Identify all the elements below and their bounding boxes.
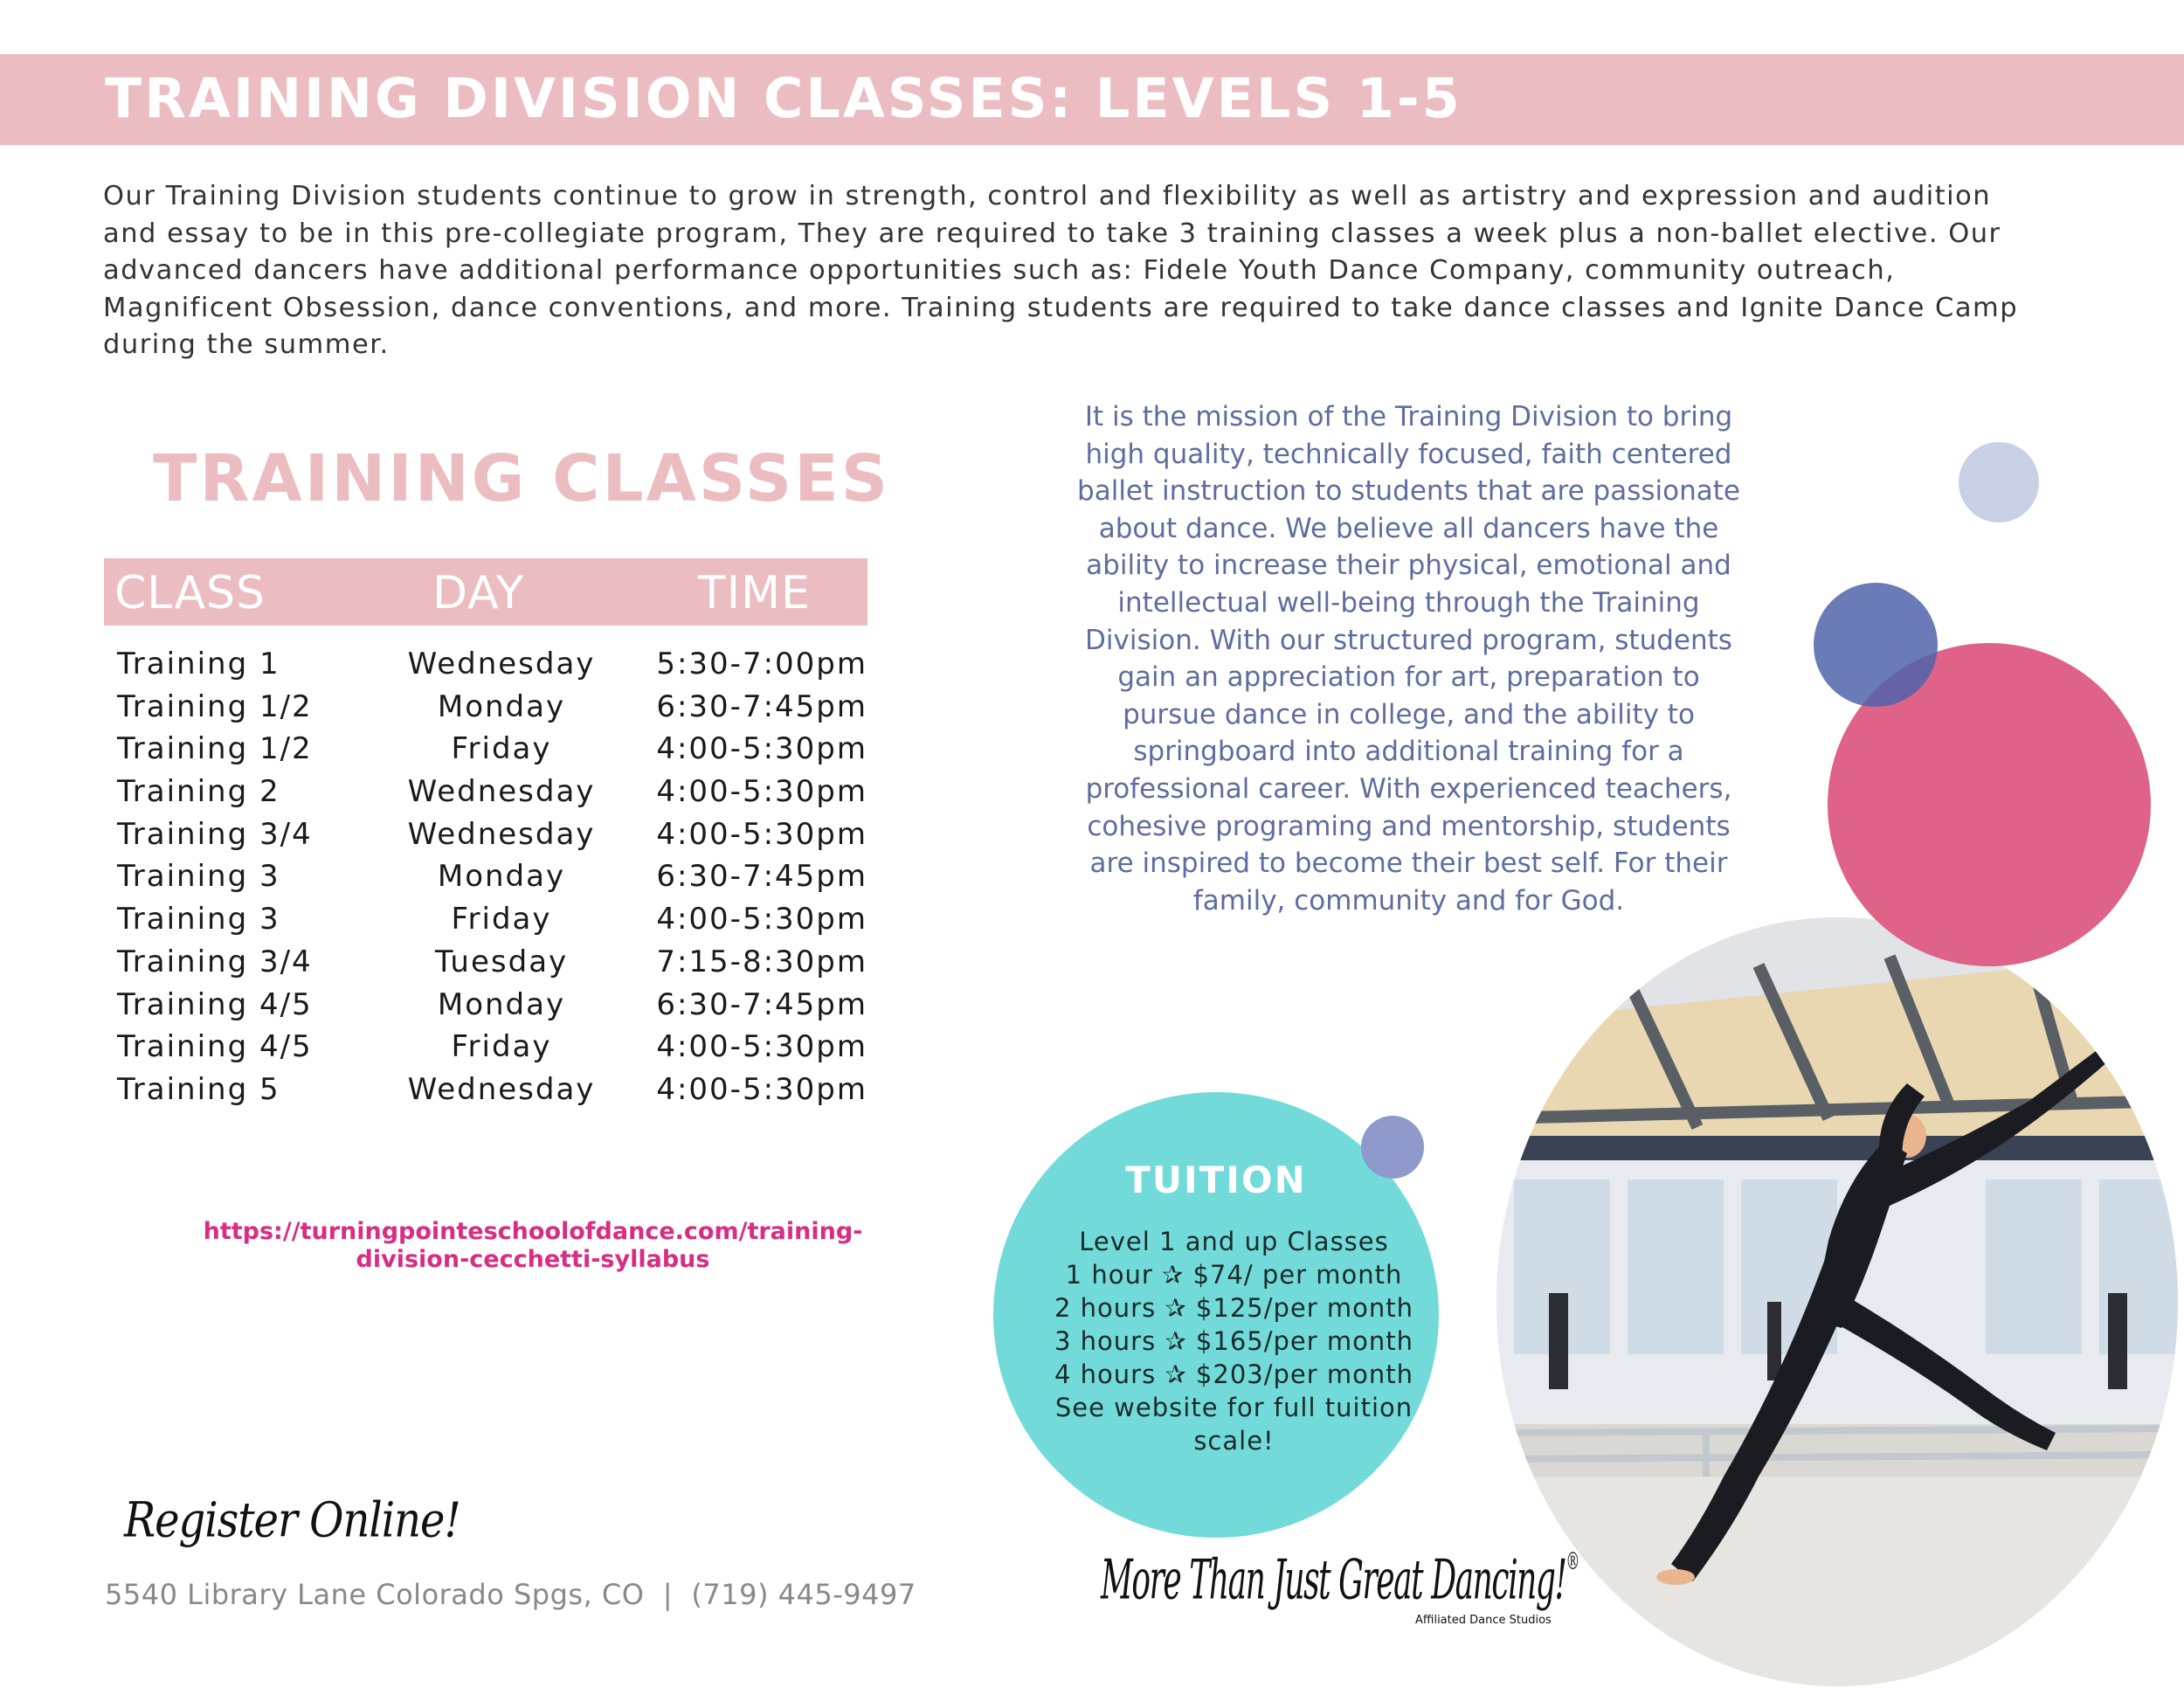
register-online-link[interactable]: Register Online! xyxy=(124,1491,460,1549)
tuition-line: 1 hour ✰ $74/ per month xyxy=(1065,1260,1403,1290)
cell-time: 7:15-8:30pm xyxy=(656,944,867,979)
table-row xyxy=(104,941,873,984)
cell-day: Monday xyxy=(437,688,566,724)
cell-time: 5:30-7:00pm xyxy=(656,647,867,681)
tuition-line: 4 hours ✰ $203/per month xyxy=(1054,1359,1414,1389)
cell-day: Wednesday xyxy=(407,774,596,810)
cell-class: Training 4/5 xyxy=(117,986,313,1022)
schedule-table xyxy=(104,643,873,1111)
tuition-line: scale! xyxy=(1193,1426,1275,1456)
cell-time: 4:00-5:30pm xyxy=(656,902,867,937)
table-row xyxy=(104,855,873,898)
cell-time: 6:30-7:45pm xyxy=(656,859,867,895)
footer-contact: 5540 Library Lane Colorado Spgs, CO | (719) 445-9497 xyxy=(105,1578,916,1611)
cell-time: 4:00-5:30pm xyxy=(656,816,867,852)
cell-day: Friday xyxy=(451,902,552,937)
tuition-line: Level 1 and up Classes xyxy=(1079,1227,1389,1256)
cell-class: Training 2 xyxy=(117,774,280,810)
table-row xyxy=(104,686,873,729)
cell-time: 6:30-7:45pm xyxy=(656,688,867,724)
cell-class: Training 3/4 xyxy=(117,816,313,852)
cell-day: Monday xyxy=(437,859,566,895)
tuition-line: See website for full tuition xyxy=(1054,1393,1413,1422)
table-row xyxy=(104,771,873,813)
schedule-table-header xyxy=(104,558,867,626)
table-row xyxy=(104,1026,873,1069)
tuition-details xyxy=(1013,1225,1455,1457)
decorative-circle-lilac xyxy=(1959,442,2039,522)
cell-class: Training 3 xyxy=(117,859,280,895)
cell-class: Training 1/2 xyxy=(117,731,313,767)
cell-day: Friday xyxy=(451,731,552,767)
cell-class: Training 4/5 xyxy=(117,1029,313,1065)
column-header-time: TIME xyxy=(698,567,811,619)
cell-class: Training 3/4 xyxy=(117,944,313,979)
brand-logo-text: More Than Just Great Dancing! xyxy=(1101,1548,1566,1612)
cell-class: Training 1/2 xyxy=(117,688,313,724)
dancer-photo-illustration xyxy=(1496,917,2178,1686)
table-row xyxy=(104,728,873,771)
table-row xyxy=(104,898,873,941)
syllabus-link-line-2: division-cecchetti-syllabus xyxy=(356,1246,710,1273)
cell-day: Wednesday xyxy=(407,1071,596,1107)
cell-day: Tuesday xyxy=(434,944,569,979)
cell-time: 4:00-5:30pm xyxy=(656,774,867,810)
registered-mark: ® xyxy=(1565,1548,1579,1576)
brand-subtitle: Affiliated Dance Studios xyxy=(1415,1614,1552,1627)
column-header-class: CLASS xyxy=(114,567,266,619)
cell-day: Friday xyxy=(451,1029,552,1065)
tuition-line: 3 hours ✰ $165/per month xyxy=(1054,1326,1414,1356)
cell-time: 4:00-5:30pm xyxy=(656,1029,867,1065)
tuition-heading: TUITION xyxy=(1125,1159,1307,1201)
cell-time: 6:30-7:45pm xyxy=(656,986,867,1022)
page-title: TRAINING DIVISION CLASSES: LEVELS 1-5 xyxy=(105,66,1462,130)
table-row xyxy=(104,1069,873,1111)
table-row xyxy=(104,643,873,686)
tuition-line: 2 hours ✰ $125/per month xyxy=(1054,1293,1414,1323)
cell-time: 4:00-5:30pm xyxy=(656,731,867,767)
cell-class: Training 1 xyxy=(117,647,280,681)
cell-time: 4:00-5:30pm xyxy=(656,1071,867,1107)
training-classes-heading: TRAINING CLASSES xyxy=(153,441,891,516)
cell-day: Wednesday xyxy=(407,816,596,852)
decorative-circle-blue xyxy=(1814,583,1938,707)
table-row xyxy=(104,813,873,856)
table-row xyxy=(104,984,873,1027)
intro-paragraph: Our Training Division students continue to grow in strength, control and flexibility as well as artistry and expression and audition and essay to be in this pre-collegiate program, They are required to take 3 training classes a week plus a non-ballet elective. Our advanced dancers have additional performance opportunities such as: Fidele Youth Dance Company, community outreach, Magnificent Obsession, dance conventions, and more. Training students are required to take dance classes and Ignite Dance Camp during the summer. xyxy=(103,181,2019,360)
mission-statement: It is the mission of the Training Division to bring high quality, technically focused, faith centered ballet instruction to students that are passionate about dance. We believe all dancers have the ability to increase their physical, emotional and intellectual well-being through the Training Division. With our structured program, students gain an appreciation for art, preparation to pursue dance in college, and the ability to springboard into additional training for a professional career. With experienced teachers, cohesive programing and mentorship, students are inspired to become their best self. For their family, community and for God. xyxy=(1077,401,1740,917)
column-header-day: DAY xyxy=(432,567,525,619)
cell-day: Monday xyxy=(437,986,566,1022)
brand-logo xyxy=(1101,1548,1579,1612)
syllabus-link-line-1: https://turningpointeschoolofdance.com/training- xyxy=(203,1218,863,1245)
cell-class: Training 3 xyxy=(117,902,280,937)
cell-class: Training 5 xyxy=(117,1071,280,1107)
syllabus-link[interactable] xyxy=(87,1218,978,1274)
cell-day: Wednesday xyxy=(407,647,596,681)
dancer-photo xyxy=(1496,917,2178,1686)
